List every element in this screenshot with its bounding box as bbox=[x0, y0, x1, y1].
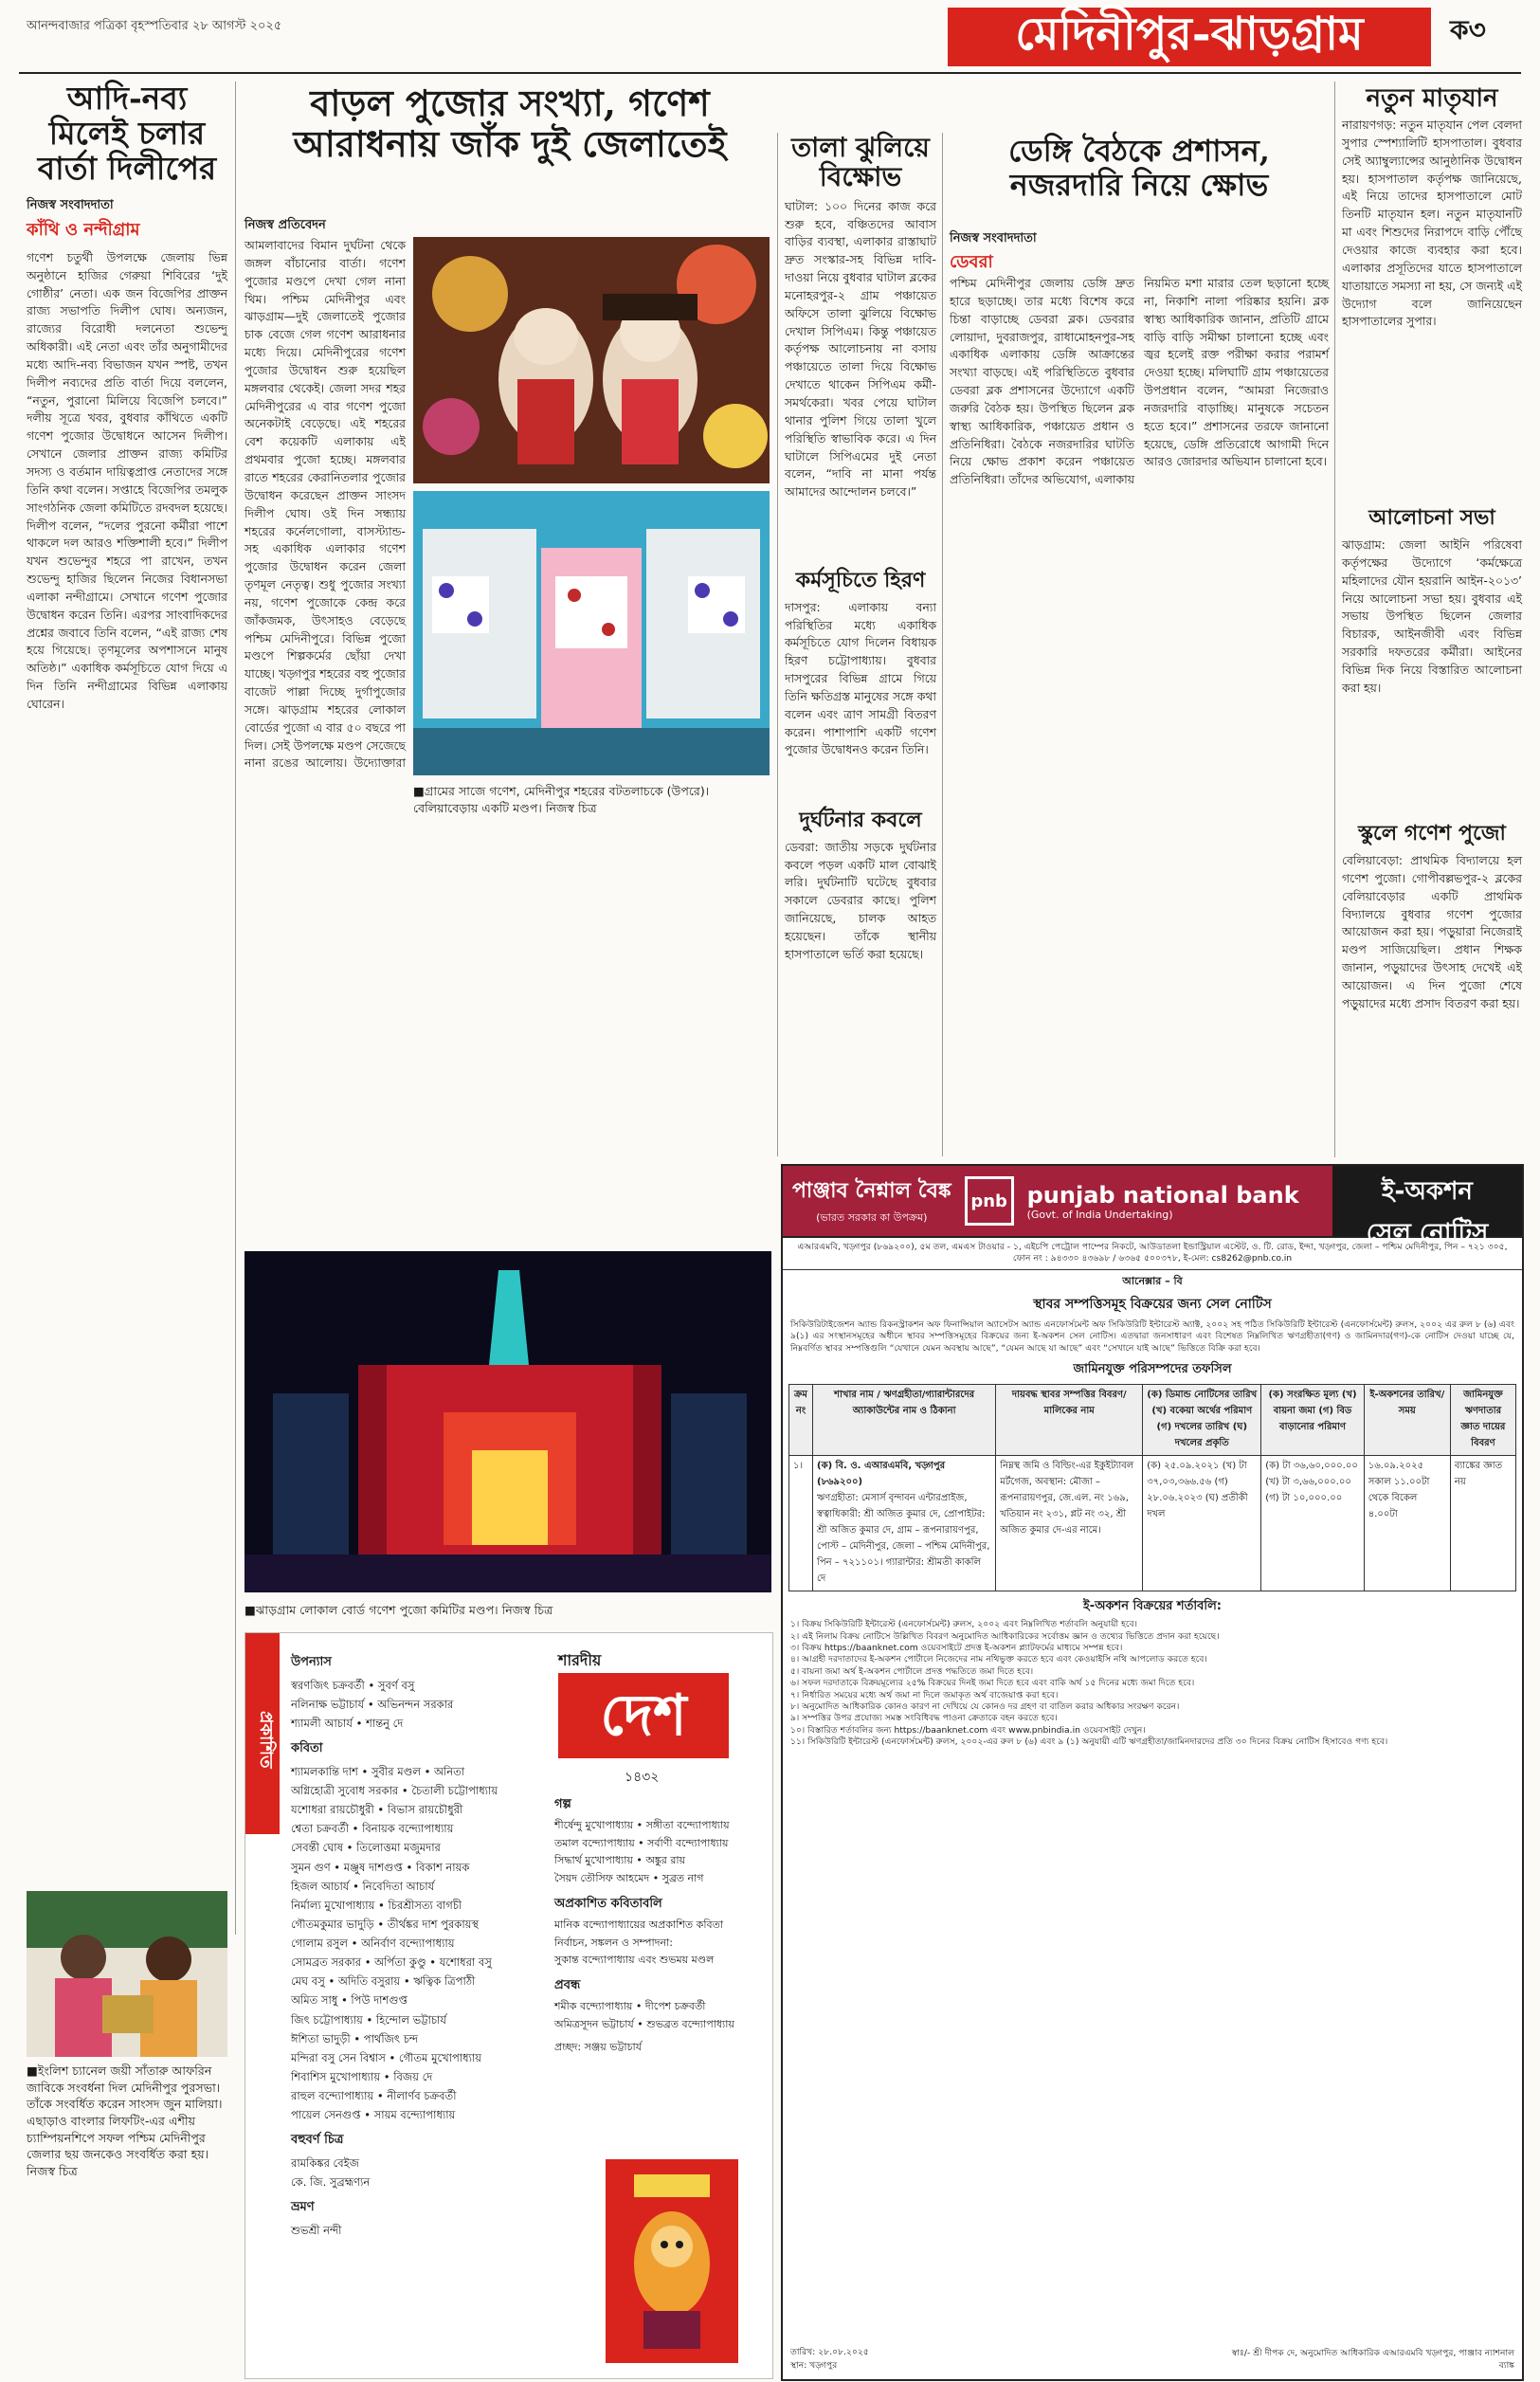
left-byline: নিজস্ব সংবাদদাতা bbox=[27, 197, 114, 212]
tala-story bbox=[785, 133, 936, 1000]
pnb-signatory: স্বাঃ/- শ্রী দীপক দে, অনুমোদিত আধিকারিক এআরএমবি খড়্গপুর, পাঞ্জাব ন্যাশনাল ব্যাঙ্ক bbox=[1231, 2348, 1514, 2371]
hiron-subhead: কর্মসূচিতে হিরণ bbox=[795, 567, 926, 592]
ganesh-photo-2 bbox=[413, 491, 770, 775]
th-sl: ক্রম নং bbox=[789, 1385, 813, 1456]
th-liability: জামিনযুক্ত ঋণদাতার জ্ঞাত দায়ের বিবরণ bbox=[1450, 1385, 1515, 1456]
pnb-bank-bn: পাঞ্জাব নৈশ্নাল বৈঙ্ক bbox=[792, 1179, 951, 1203]
swimmer-photo bbox=[27, 1891, 227, 2057]
th-borrower: শাখার নাম / ঋণগ্রহীতা/গ্যারান্টারদের অ্যাকাউন্টের নাম ও ঠিকানা bbox=[813, 1385, 996, 1456]
pnb-terms-head: ই-অকশন বিক্রয়ের শর্তাবলি: bbox=[1083, 1599, 1222, 1614]
pnb-bank-en: punjab national bank bbox=[1026, 1181, 1299, 1209]
left-headline: আদি-নব্য মিলেই চলার বার্তা দিলীপের bbox=[37, 80, 217, 187]
desh-year: ১৪৩২ bbox=[625, 1770, 660, 1785]
top-rule bbox=[19, 72, 1521, 74]
left-story bbox=[27, 82, 227, 1861]
left-dateline: কাঁথি ও নন্দীগ্রাম bbox=[27, 219, 140, 240]
pnb-table-title: জামিনযুক্ত পরিসম্পদের তফসিল bbox=[1073, 1362, 1232, 1377]
matrijan-body: নারায়ণগড়: নতুন মাতৃযান পেল বেলদা সুপার স্পেশ্যালিটি হাসপাতাল। বুধবার সেই অ্যাম্বুল্যান্সের আনুষ্ঠানিক উদ্বোধন হয়। হাসপাতাল কর্তৃপক্ষ জানিয়েছে, এই নিয়ে তাদের হাসপাতালে মোট তিনটি মাতৃযান হল। নতুন মাতৃযানটি মা এবং শিশুদের নিরাপদে বাড়ি পৌঁছে দেওয়ার কাজে ব্যবহার করা হবে। এলাকার প্রসূতিদের যাতে হাসপাতালে যাতায়াতে সমস্যা না হয়, সে জন্যই এই উদ্যোগ বলে জানিয়েছেন হাসপাতালের সুপার। bbox=[1342, 118, 1522, 329]
page-number: ক৩ bbox=[1450, 14, 1486, 45]
alochona-body: ঝাড়গ্রাম: জেলা আইনি পরিষেবা কর্তৃপক্ষের উদ্যোগে ‘কর্মক্ষেত্রে মহিলাদের যৌন হয়রানি আইন-২০১৩’ নিয়ে আলোচনা সভা হয়। বুধবার এই সভায় উপস্থিত ছিলেন জেলার বিচারক, আইনজীবী এবং বিভিন্ন সরকারি দফতরের কর্মীরা। আইনের বিভিন্ন দিক নিয়ে বিস্তারিত আলোচনা করা হয়। bbox=[1342, 537, 1522, 695]
table-row: ১। (ক) বি. ও. এআরএমবি, খড়্গপুর (৮৬৯২০০) ঋণগ্রহীতা: মেসার্স বৃন্দাবন এন্টারপ্রাইজ, স্বত্বাধিকারী: শ্রী অজিত কুমার দে, প্রোপাইটর: শ্রী অজিত কুমার দে, গ্রাম – রূপনারায়ণপুর, পোস্ট – মেদিনীপুর, জেলা – পশ্চিম মেদিনীপুর, পিন – ৭২১১০১। গ্যারান্টার: শ্রীমতী কাকলি দে নিম্নস্থ জমি ও বিল্ডিং-এর ইকুইট্যাবল মর্টগেজ, অবস্থান: মৌজা – রূপনারায়ণপুর, জে.এল. নং ১৬৯, খতিয়ান নং ২৩১, প্লট নং ৩২, শ্রী অজিত কুমার দে-এর নামে। (ক) ২৫.০৯.২০২১ (খ) টা ৩৭,০৩,৩৬৬.৫৬ (গ) ২৮.০৬.২০২৩ (ঘ) প্রতীকী দখল (ক) টা ৩৬,৬০,০০০.০০ (খ) টা ৩,৬৬,০০০.০০ (গ) টা ১০,০০০.০০ ১৬.০৯.২০২৫ সকাল ১১.০০টা থেকে বিকেল ৪.০০টা ব্যাঙ্কের জ্ঞাত নয় bbox=[789, 1456, 1516, 1591]
auction-notice-title: ই-অকশন সেল নোটিস bbox=[1332, 1166, 1522, 1236]
swimmer-caption: ■ইংলিশ চ্যানেল জয়ী সাঁতারু আফরিন জাবিকে সংবর্ধনা দিল মেদিনীপুর পুরসভা। তাঁকে সংবর্ধিত করেন সাংসদ জুন মালিয়া। এছাড়াও বাংলার লিফটিং-এর এশীয় চ্যাম্পিয়নশিপে সফল পশ্চিম মেদিনীপুর জেলার ছয় জনকেও সংবর্ধিত করা হয়। নিজস্ব চিত্র bbox=[27, 2064, 223, 2178]
th-dates: (ক) ডিমান্ড নোটিসের তারিখ (খ) বকেয়া অর্থের পরিমাণ (গ) দখলের তারিখ (ঘ) দখলের প্রকৃতি bbox=[1143, 1385, 1261, 1456]
th-property: দায়বদ্ধ স্থাবর সম্পত্তির বিবরণ/ মালিকের নাম bbox=[996, 1385, 1143, 1456]
school-ganesh-body: বেলিয়াবেড়া: প্রাথমিক বিদ্যালয়ে হল গণেশ পুজো। গোপীবল্লভপুর-২ ব্লকের বেলিয়াবেড়ার একটি প্রাথমিক বিদ্যালয়ে বুধবার গণেশ পুজোর আয়োজন করা হয়। পড়ুয়ারা নিজেরাই মণ্ডপ সাজিয়েছিল। প্রধান শিক্ষক জানান, পড়ুয়াদের উৎসাহ দেখেই এই আয়োজন। এ দিন পুজো শেষে পড়ুয়াদের মধ্যে প্রসাদ বিতরণ করা হয়। bbox=[1342, 853, 1522, 1010]
desh-ad bbox=[245, 1632, 773, 2379]
dengue-headline: ডেঙ্গি বৈঠকে প্রশাসন, নজরদারি নিয়ে ক্ষোভ bbox=[1008, 133, 1270, 203]
mid-body-col1b bbox=[245, 787, 406, 1242]
accident-body: ডেবরা: জাতীয় সড়কে দুর্ঘটনার কবলে পড়ল একটি মাল বোঝাই লরি। দুর্ঘটনাটি ঘটেছে বুধবার সকালে ডেবরার কাছে। পুলিশ জানিয়েছে, চালক আহত হয়েছেন। তাঁকে স্থানীয় হাসপাতালে ভর্তি করা হয়েছে। bbox=[785, 839, 936, 961]
dengue-story bbox=[950, 135, 1329, 203]
tala-body: ঘাটাল: ১০০ দিনের কাজ করে শুরু হবে, বঞ্চিতদের আবাস বাড়ির ব্যবস্থা, এলাকার রাস্তাঘাট দ্রুত সংস্কার-সহ বিভিন্ন দাবি-দাওয়া নিয়ে বুধবার ঘাটাল ব্লকের মনোহরপুর-২ গ্রাম পঞ্চায়েত অফিসে তালা ঝুলিয়ে বিক্ষোভ দেখাল সিপিএম। কিন্তু পঞ্চায়েত কর্তৃপক্ষ আলোচনায় না বসায় পঞ্চায়েতে তালা দিয়ে বিক্ষোভ দেখাতে থাকেন সিপিএম কর্মী-সমর্থকেরা। খবর পেয়ে ঘাটাল থানার পুলিশ গিয়ে তালা খুলে পরিস্থিতি স্বাভাবিক করে। এ দিন ঘাটালে সিপিএমের দুই নেতা বলেন, “দাবি না মানা পর্যন্ত আমাদের আন্দোলন চলবে।” bbox=[785, 198, 936, 500]
school-ganesh-subhead: স্কুলে গণেশ পুজো bbox=[1358, 821, 1506, 846]
accident-subhead: দুর্ঘটনার কবলে bbox=[799, 807, 922, 832]
pnb-bank-sub-bn: (ভারত সরকার কা উপক্রম) bbox=[816, 1211, 928, 1224]
ganesh-photo-1 bbox=[413, 237, 770, 483]
matrijan-headline: নতুন মাতৃযান bbox=[1366, 84, 1498, 113]
right-column bbox=[1342, 85, 1522, 1099]
th-price: (ক) সংরক্ষিত মূল্য (খ) বায়না জমা (গ) বিড বাড়ানোর পরিমাণ bbox=[1261, 1385, 1364, 1456]
dengue-dateline: ডেবরা bbox=[950, 252, 993, 272]
pnb-logo-icon: pnb bbox=[965, 1176, 1014, 1226]
pnb-auction-ad bbox=[781, 1164, 1524, 2381]
mid-body-col1: আমলাবাদের বিমান দুর্ঘটনা থেকে জঙ্গল বাঁচানোর বার্তা। গণেশ পুজোর মণ্ডপে দেখা গেল নানা থিম। পশ্চিম মেদিনীপুর এবং ঝাড়গ্রাম—দুই জেলাতেই পুজোর চাক বেজে গেল গণেশ আরাধনার মধ্যে দিয়ে। মেদিনীপুরের গণেশ পুজোর উদ্বোধন শুরু হয়েছিল মঙ্গলবার থেকেই। জেলা সদর শহর মেদিনীপুরের এ বার গণেশ পুজো অনেকটাই বেড়েছে। এই শহরের বেশ কয়েকটি এলাকায় এই প্রথমবার পুজো হচ্ছে। মঙ্গলবার রাতে শহরের কেরানিতলার পুজোর উদ্বোধন করেছেন প্রাক্তন সাংসদ দিলীপ ঘোষ। ওই দিন সন্ধ্যায় শহরের কর্নেলগোলা, বাসস্ট্যান্ড-সহ একাধিক এলাকার গণেশ পুজোর উদ্বোধন করেন জেলা তৃণমূল নেতৃত্ব। শুধু পুজোর সংখ্যা নয়, গণেশ পুজোকে কেন্দ্র করে জাঁকজমক, উৎসাহও বেড়েছে পশ্চিম মেদিনীপুরে। বিভিন্ন পুজো মণ্ডপে শিল্পকর্মের ছোঁয়া দেখা যাচ্ছে। খড়্গপুর শহরের বহু পুজোর বাজেট পাল্লা দিচ্ছে দুর্গাপুজোর সঙ্গে। ঝাড়গ্রাম শহরের লোকাল বোর্ডের পুজো এ বার ৫০ বছরে পা দিল। সেই উপলক্ষে মণ্ডপ সেজেছে নানা রঙের আলোয়। উদ্যোক্তারা bbox=[245, 238, 406, 771]
pnb-header bbox=[783, 1166, 1332, 1236]
newspaper-dateline: আনন্দবাজার পত্রিকা বৃহস্পতিবার ২৮ আগস্ট ২০২৫ bbox=[27, 19, 282, 33]
left-body: গণেশ চতুর্থী উপলক্ষে জেলায় ভিন্ন অনুষ্ঠানে হাজির গেরুয়া শিবিরের ‘দুই গোষ্ঠীর’ নেতা। এক জন বিজেপির প্রাক্তন রাজ্য সভাপতি দিলীপ ঘোষ। অন্যজন, রাজ্যের বিরোধী দলনেতা শুভেন্দু অধিকারী। এই নেতা এবং তাঁর অনুগামীদের মধ্যে আদি-নব্য বিভাজন যখন স্পষ্ট, তখন দিলীপ নব্যদের প্রতি বার্তা দিয়ে বললেন, “নতুন, পুরানো মিলিয়ে বিজেপি চলবে।” দলীয় সূত্রে খবর, বুধবার কাঁথিতে একটি গণেশ পুজোর উদ্বোধনে আসেন দিলীপ। সেখানে জেলার প্রাক্তন রাজ্য কমিটির সদস্য ও বর্তমান দায়িত্বপ্রাপ্ত নেতাদের সঙ্গে তিনি কথা বলেন। সপ্তাহে বিজেপির তমলুক সাংগঠনিক জেলা কমিটিতে রদবদল হয়েছে। দিলীপ বলেন, “দলের পুরনো কর্মীরা পাশে থাকলে দল আরও শক্তিশালী হবে।” দিলীপ যখন শুভেন্দুর শহরে পা রাখেন, তখন শুভেন্দু হাজির ছিলেন নিজের বিধানসভা এলাকা নন্দীগ্রামে। সেখানে গণেশ পুজোর উদ্বোধন করেন তিনি। এরপর সাংবাদিকদের প্রশ্নের জবাবে তিনি বলেন, “এই রাজ্য শেষ হয়ে গিয়েছে। তৃণমূলের অপশাসনে মানুষ অতিষ্ঠ।” একাধিক কর্মসূচিতে যোগ দিয়ে এ দিন তিনি নন্দীগ্রামের বিভিন্ন এলাকায় ঘোরেন। bbox=[27, 249, 227, 711]
hiron-body: দাসপুর: এলাকায় বন্যা পরিস্থিতির মধ্যে একাধিক কর্মসূচিতে যোগ দিলেন বিধায়ক হিরণ চট্টোপাধ্যায়। বুধবার দাসপুরের বিভিন্ন গ্রামে গিয়ে তিনি ক্ষতিগ্রস্ত মানুষের সঙ্গে কথা বলেন এবং ত্রাণ সামগ্রী বিতরণ করেন। পাশাপাশি একটি গণেশ পুজোর উদ্বোধনও করেন তিনি। bbox=[785, 599, 936, 757]
ganesh-photo-caption: ■গ্রামের সাজে গণেশ, মেদিনীপুর শহরের বটতলাচকে (উপরে)। বেলিয়াবেড়ায় একটি মণ্ডপ। নিজস্ব চিত্র bbox=[413, 784, 710, 815]
alochona-subhead: আলোচনা সভা bbox=[1368, 505, 1495, 531]
pnb-appendix: আনেক্সার – বি bbox=[1122, 1274, 1183, 1287]
th-auction: ই-অকশনের তারিখ/সময় bbox=[1364, 1385, 1450, 1456]
lokal-board-photo bbox=[245, 1251, 771, 1592]
desh-sharadiya: শারদীয় bbox=[558, 1651, 602, 1669]
pnb-place: স্থান: খড়্গপুর bbox=[790, 2359, 838, 2371]
pnb-bank-sub-en: (Govt. of India Undertaking) bbox=[1026, 1208, 1173, 1221]
mid-body-col2 bbox=[413, 825, 584, 1242]
desh-col-right: গল্প শীর্ষেন্দু মুখোপাধ্যায় • সঙ্গীতা বন্দ্যোপাধ্যায় তমাল বন্দ্যোপাধ্যায় • সর্বাণী বন্দ্যোপাধ্যায় সিদ্ধার্থ মুখোপাধ্যায় • অঙ্কুর রায় সৈয়দ তৌসিফ আহমেদ • সুব্রত নাগ অপ্রকাশিত কবিতাবলি মানিক বন্দ্যোপাধ্যায়ের অপ্রকাশিত কবিতা নির্বাচন, সঙ্কলন ও সম্পাদনা: সুকান্ত বন্দ্যোপাধ্যায় এবং শুভময় মণ্ডল প্রবন্ধ শমীক বন্দ্যোপাধ্যায় • দীপেশ চক্রবর্তী অমিত্রসূদন ভট্টাচার্য • শুভব্রত বন্দ্যোপাধ্যায় প্রচ্ছদ: সঞ্জয় ভট্টাচার্য bbox=[554, 1797, 734, 2054]
pnb-notice-text: সিকিউরিটাইজেশন অ্যান্ড রিকনস্ট্রাকশন অফ ফিনান্সিয়াল অ্যাসেটস অ্যান্ড এনফোর্সমেন্ট অফ সিকিউরিটি ইন্টারেস্ট অ্যাক্ট, ২০০২ সহ পঠিত সিকিউরিটি ইন্টারেস্ট (এনফোর্সমেন্ট) রুলস, ২০০২ এর রুল ৮ (৬) এবং ৯(১) এর সংস্থানসমূহের অধীনে স্থাবর সম্পত্তিসমূহের বিক্রয়ের জন্য ই-অকশন সেল নোটিস। এতদ্বারা জনসাধারণ এবং বিশেষত নিম্নলিখিত ঋণগ্রহীতা(গণ) ও জামিনদার(গণ)-কে নোটিস দেওয়া যাচ্ছে যে, নিম্নবর্ণিত স্থাবর সম্পত্তিগুলি “যেখানে যেমন অবস্থায় আছে”, “যেমন আছে যা আছে” এবং “সেখানে যাই আছে” ভিত্তিতে বিক্রি করা হবে। bbox=[790, 1318, 1514, 1354]
desh-logo: দেশ bbox=[558, 1673, 729, 1758]
mid-body-col3 bbox=[591, 825, 770, 1242]
dengue-body: পশ্চিম মেদিনীপুর জেলায় ডেঙ্গি দ্রুত হারে ছড়াচ্ছে। তার মধ্যে বিশেষ করে চিন্তা বাড়াচ্ছে ডেবরা ব্লক। ডেবরার লোয়াদা, দুবরাজপুর, রাধামোহনপুর-সহ একাধিক এলাকায় ডেঙ্গি আক্রান্তের সংখ্যা বাড়ছে। এই পরিস্থিতিতে বুধবার ডেবরা ব্লক প্রশাসনের উদ্যোগে একটি জরুরি বৈঠক হয়। উপস্থিত ছিলেন ব্লক স্বাস্থ্য আধিকারিক, পঞ্চায়েত প্রধান ও প্রতিনিধিরা। বৈঠকে নজরদারির ঘাটতি নিয়ে ক্ষোভ প্রকাশ করেন পঞ্চায়েত প্রতিনিধিরা। তাঁদের অভিযোগ, এলাকায় নিয়মিত মশা মারার তেল ছড়ানো হচ্ছে না, নিকাশি নালা পরিষ্কার হয়নি। ব্লক স্বাস্থ্য আধিকারিক জানান, প্রতিটি গ্রামে বাড়ি বাড়ি সমীক্ষা চালানো হচ্ছে এবং জ্বর হলেই রক্ত পরীক্ষা করার পরামর্শ দেওয়া হচ্ছে। মলিঘাটি গ্রাম পঞ্চায়েতের উপপ্রধান বলেন, “আমরা নিজেরাও নজরদারি বাড়াচ্ছি। মানুষকে সচেতন হতে হবে।” প্রশাসনের তরফে জানানো হয়েছে, ডেঙ্গি প্রতিরোধে আগামী দিনে আরও জোরদার অভিযান চালানো হবে। bbox=[950, 276, 1329, 487]
desh-cover-image bbox=[606, 2159, 738, 2363]
pnb-auction-table bbox=[788, 1384, 1516, 1591]
pnb-notice-head: স্থাবর সম্পত্তিসমূহ বিক্রয়ের জন্য সেল নোটিস bbox=[1033, 1296, 1272, 1312]
pnb-date: তারিখ: ২৮.০৮.২০২৫ bbox=[790, 2346, 869, 2357]
dengue-byline: নিজস্ব সংবাদদাতা bbox=[950, 231, 1037, 245]
mid-story bbox=[245, 83, 775, 164]
desh-col-left: উপন্যাস স্বরণজিৎ চক্রবর্তী • সুবর্ণ বসু নলিনাক্ষ ভট্টাচার্য • অভিনন্দন সরকার শ্যামলী আচার্য • শান্তনু দে কবিতা শ্যামলকান্তি দাশ • সুবীর মণ্ডল • অনিতা অগ্নিহোত্রী সুবোধ সরকার • চৈতালী চট্টোপাধ্যায় যশোধরা রায়চৌধুরী • বিভাস রায়চৌধুরী শ্বেতা চক্রবর্তী • বিনায়ক বন্দ্যোপাধ্যায় সেবন্তী ঘোষ • তিলোত্তমা মজুমদার সুমন গুণ • মঞ্জুষ দাশগুপ্ত • বিকাশ নায়ক হিজল আচার্য • নিবেদিতা আচার্য নির্মাল্য মুখোপাধ্যায় • চিরশ্রীসত্য বাগচী গৌতমকুমার ভাদুড়ি • তীর্থঙ্কর দাশ পুরকায়স্থ গোলাম রসুল • অনির্বাণ বন্দ্যোপাধ্যায় সোমব্রত সরকার • অর্পিতা কুণ্ডু • যশোধরা বসু মেঘ বসু • অদিতি বসুরায় • ঋত্বিক ত্রিপাঠী অমিত সাধু • পিউ দাশগুপ্ত জিৎ চট্টোপাধ্যায় • হিন্দোল ভট্টাচার্য ঈশিতা ভাদুড়ী • পার্থজিৎ চন্দ মন্দিরা বসু সেন বিশ্বাস • গৌতম মুখোপাধ্যায় শিবাশিস মুখোপাধ্যায় • বিজয় দে রাহুল বন্দ্যোপাধ্যায় • নীলাৰ্ণব চক্রবর্তী পায়েল সেনগুপ্ত • সায়ম বন্দ্যোপাধ্যায় বহুবর্ণ চিত্র রামকিঙ্কর বেইজ কে. জি. সুব্রহ্মণ্যন ভ্রমণ শুভশ্রী নন্দী bbox=[291, 1655, 498, 2237]
pnb-terms: ১। বিক্রয় সিকিউরিটি ইন্টারেস্ট (এনফোর্সমেন্ট) রুলস, ২০০২ এবং নিম্নলিখিত শর্তাবলি অনুযায়ী হবে। ২। এই নিলাম বিক্রয় নোটিসে উল্লিখিত বিবরণ অনুমোদিত আধিকারিকের সর্বোত্তম জ্ঞান ও তথ্যের ভিত্তিতে প্রদান করা হয়েছে। ৩। বিক্রয় https://baanknet.com ওয়েবসাইটে প্রদত্ত ই-অকশন প্ল্যাটফর্মের মাধ্যমে সম্পন্ন হবে। ৪। আগ্রহী দরদাতাদের ই-অকশন পোর্টালে নিজেদের নাম নথিভুক্ত করতে হবে এবং কেওয়াইসি নথি আপলোড করতে হবে। ৫। বায়না জমা অর্থ ই-অকশন পোর্টালে প্রদত্ত পদ্ধতিতে জমা দিতে হবে। ৬। সফল দরদাতাকে বিক্রয়মূল্যের ২৫% বিক্রয়ের দিনই জমা দিতে হবে এবং বাকি অর্থ ১৫ দিনের মধ্যে জমা দিতে হবে। ৭। নির্ধারিত সময়ের মধ্যে অর্থ জমা না দিলে জমাকৃত অর্থ বাজেয়াপ্ত করা হবে। ৮। অনুমোদিত আধিকারিক কোনও কারণ না দেখিয়ে যে কোনও দর গ্রহণ বা বাতিল করার অধিকার সংরক্ষণ করেন। ৯। সম্পত্তির উপর প্রযোজ্য সমস্ত সংবিধিবদ্ধ পাওনা ক্রেতাকে বহন করতে হবে। ১০। বিস্তারিত শর্তাবলির জন্য https://baanknet.com এবং www.pnbindia.in ওয়েবসাইট দেখুন। ১১। সিকিউরিটি ইন্টারেস্ট (এনফোর্সমেন্ট) রুলস, ২০০২-এর রুল ৮ (৬) এবং ৯ (১) অনুযায়ী এটি ঋণগ্রহীতা/জামিনদারদের প্রতি ৩০ দিনের বিক্রয় নোটিস হিসাবেও গণ্য হবে। bbox=[790, 1619, 1388, 1748]
mid-byline: নিজস্ব প্রতিবেদন bbox=[245, 218, 326, 232]
pnb-address: এআরএমবি, খড়্গপুর (৮৬৯২০০), ৫ম তল, এমএস টাওয়ার - ১, এইচপি পেট্রোল পাম্পের নিকটে, আউডাতলা ইন্ডাস্ট্রিয়াল এস্টেট, ও. টি. রোড, ইন্দা, খড়্গপুর, জেলা – পশ্চিম মেদিনীপুর, পিন – ৭২১ ৩০৫, ফোন নং : ৯৪৩৩০ ৪৩৬৯৮ / ৬৩৬৫ ৫০০৩৭৮, ই-মেল: cs8262@pnb.co.in bbox=[783, 1238, 1522, 1270]
tala-headline: তালা ঝুলিয়ে বিক্ষোভ bbox=[791, 132, 930, 193]
desh-side-label: প্রকাশিত bbox=[245, 1633, 280, 1834]
lokal-board-caption: ■ঝাড়গ্রাম লোকাল বোর্ড গণেশ পুজো কমিটির মণ্ডপ। নিজস্ব চিত্র bbox=[245, 1603, 553, 1617]
mid-headline: বাড়ল পুজোর সংখ্যা, গণেশ আরাধনায় জাঁক দুই জেলাতেই bbox=[293, 82, 727, 165]
section-title: মেদিনীপুর-ঝাড়গ্রাম bbox=[948, 8, 1431, 66]
